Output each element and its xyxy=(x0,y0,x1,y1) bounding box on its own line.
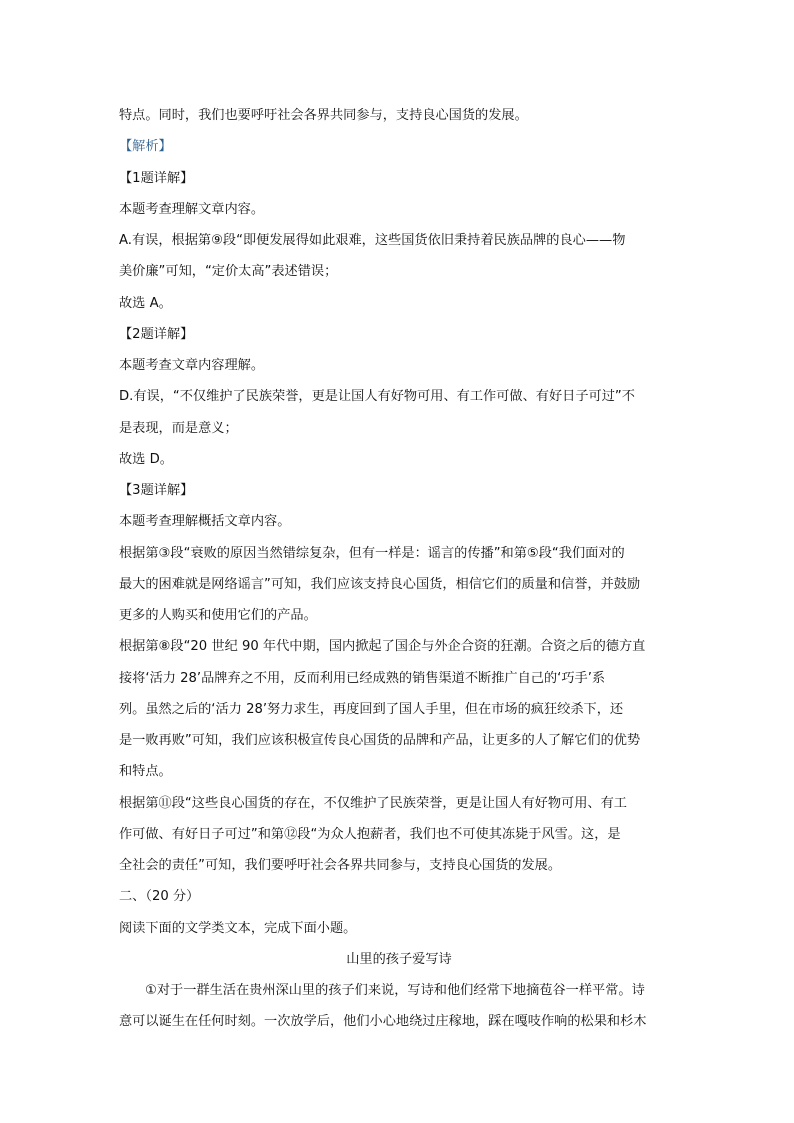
paragraph-line: 根据第③段“衰败的原因当然错综复杂，但有一样是：谣言的传播”和第⑤段“我们面对的 xyxy=(119,545,625,561)
paragraph-line: 是一败再败”可知，我们应该积极宣传良心国货的品牌和产品，让更多的人了解它们的优势 xyxy=(119,733,641,748)
paragraph-line: 和特点。 xyxy=(119,764,172,780)
paragraph-line: 特点。同时，我们也要呼吁社会各界共同参与，支持良心国货的发展。 xyxy=(119,108,528,123)
paragraph-line: D.有误，“不仅维护了民族荣誉，更是让国人有好物可用、有工作可做、有好日子可过”不 xyxy=(119,389,635,405)
paragraph-line: 美价廉”可知，“定价太高”表述错误； xyxy=(119,264,338,280)
article-title: 山里的孩子爱写诗 xyxy=(346,951,452,967)
question-heading: 【1题详解】 xyxy=(119,170,194,186)
paragraph-line: 本题考查文章内容理解。 xyxy=(119,358,265,373)
paragraph-line: 意可以诞生在任何时刻。一次放学后，他们小心地绕过庄稼地，踩在嘎吱作响的松果和杉木 xyxy=(119,1014,647,1030)
paragraph-line: 更多的人购买和使用它们的产品。 xyxy=(119,608,317,623)
paragraph-line: 作可做、有好日子可过”和第⑫段“为众人抱薪者，我们也不可使其冻毙于风雪。这，是 xyxy=(119,826,621,842)
paragraph-line: 全社会的责任”可知，我们要呼吁社会各界共同参与，支持良心国货的发展。 xyxy=(119,858,562,873)
question-heading: 【3题详解】 xyxy=(119,483,194,498)
paragraph-line: 本题考查理解概括文章内容。 xyxy=(119,514,291,530)
question-heading: 【2题详解】 xyxy=(119,326,194,342)
section-label-analysis: 【解析】 xyxy=(119,139,172,155)
paragraph-line: 本题考查理解文章内容。 xyxy=(119,201,265,217)
paragraph-line: A.有误，根据第⑨段“即便发展得如此艰难，这些国货依旧秉持着民族品牌的良心——物 xyxy=(119,233,626,248)
instruction-line: 阅读下面的文学类文本，完成下面小题。 xyxy=(119,920,357,936)
paragraph-line: 最大的困难就是网络谣言”可知，我们应该支持良心国货，相信它们的质量和信誉，并鼓励 xyxy=(119,576,641,592)
paragraph-line: 列。虽然之后的‘活力 28’努力求生，再度回到了国人手里，但在市场的疯狂绞杀下，还 xyxy=(119,701,624,717)
answer-line: 故选 A。 xyxy=(119,295,172,311)
paragraph-line: 根据第⑪段“这些良心国货的存在，不仅维护了民族荣誉，更是让国人有好物可用、有工 xyxy=(119,795,627,811)
section-heading: 二、（20 分） xyxy=(119,889,200,905)
document-body xyxy=(119,100,679,1038)
paragraph-line: ①对于一群生活在贵州深山里的孩子们来说，写诗和他们经常下地摘苞谷一样平常。诗 xyxy=(145,983,645,998)
paragraph-line: 是表现，而是意义； xyxy=(119,420,238,436)
answer-line: 故选 D。 xyxy=(119,451,173,467)
paragraph-line: 接将‘活力 28’品牌弃之不用，反而利用已经成熟的销售渠道不断推广自己的‘巧手’系 xyxy=(119,670,606,686)
paragraph-line: 根据第⑧段“20 世纪 90 年代中期，国内掀起了国企与外企合资的狂潮。合资之后的德方直 xyxy=(119,639,646,655)
